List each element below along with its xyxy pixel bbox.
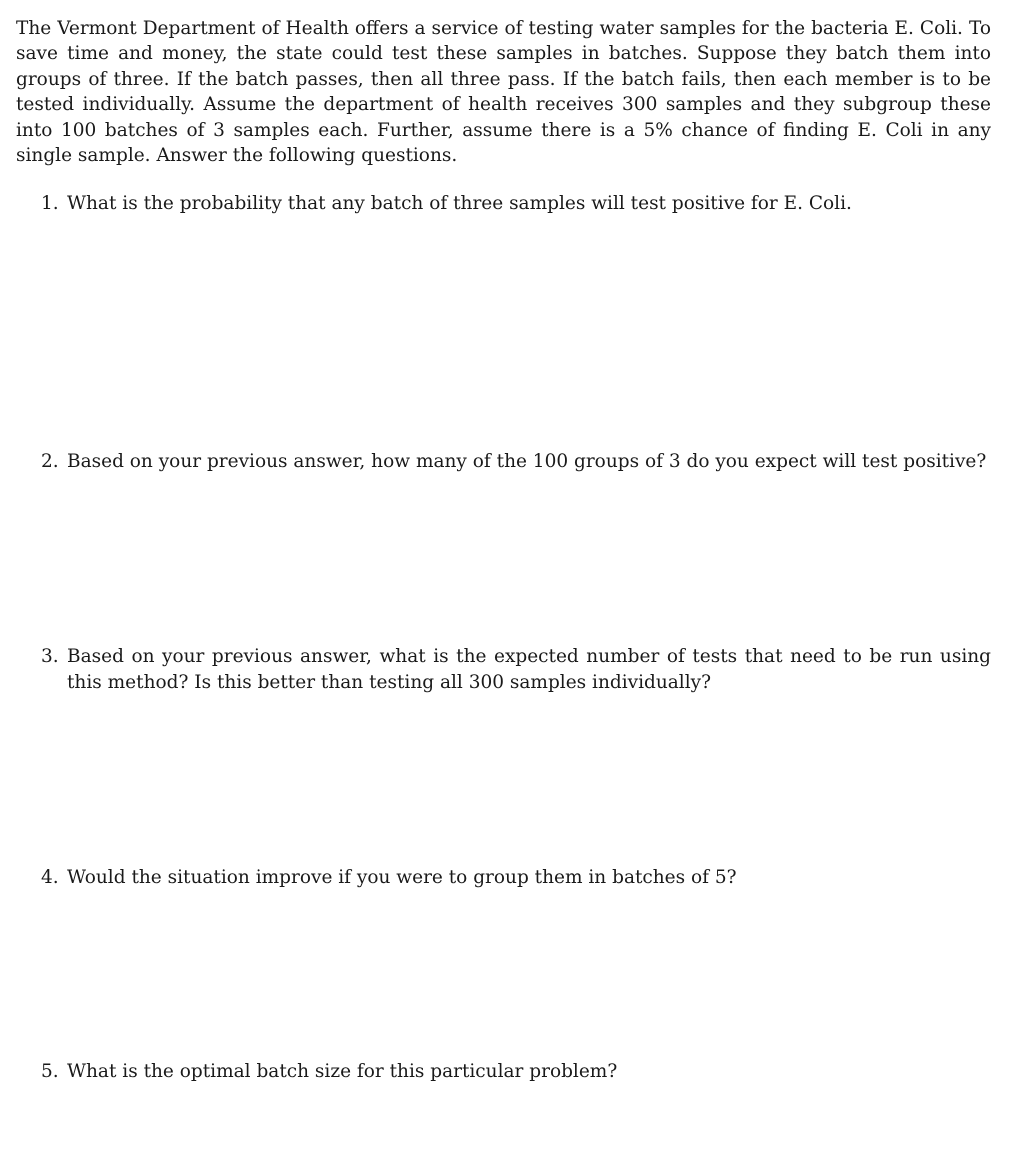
question-text: Would the situation improve if you were to group them in batches of 5? <box>67 867 737 888</box>
question-number: 5. <box>41 1061 59 1082</box>
question-4 <box>41 865 991 891</box>
question-3 <box>41 644 991 696</box>
question-number: 4. <box>41 867 59 888</box>
question-1 <box>41 191 991 217</box>
question-number: 2. <box>41 451 59 472</box>
question-text: Based on your previous answer, how many of the 100 groups of 3 do you expect will test positive? <box>67 451 987 472</box>
problem-intro: The Vermont Department of Health offers a service of testing water samples for the bacteria E. Coli. To save time and money, the state could test these samples in batches. Suppose they batch them into groups of three. If the batch passes, then all three pass. If the batch fails, then each member is to be tested individually. Assume the department of health receives 300 samples and they subgroup these into 100 batches of 3 samples each. Further, assume there is a 5% chance of finding E. Coli in any single sample. Answer the following questions. <box>16 18 991 167</box>
question-text: Based on your previous answer, what is the expected number of tests that need to be run using this method? Is this better than testing all 300 samples individually? <box>67 646 991 693</box>
question-number: 1. <box>41 193 59 214</box>
question-5 <box>41 1059 991 1085</box>
question-2 <box>41 449 991 475</box>
question-number: 3. <box>41 646 59 667</box>
question-text: What is the probability that any batch of three samples will test positive for E. Coli. <box>67 193 852 214</box>
question-text: What is the optimal batch size for this particular problem? <box>67 1061 618 1082</box>
